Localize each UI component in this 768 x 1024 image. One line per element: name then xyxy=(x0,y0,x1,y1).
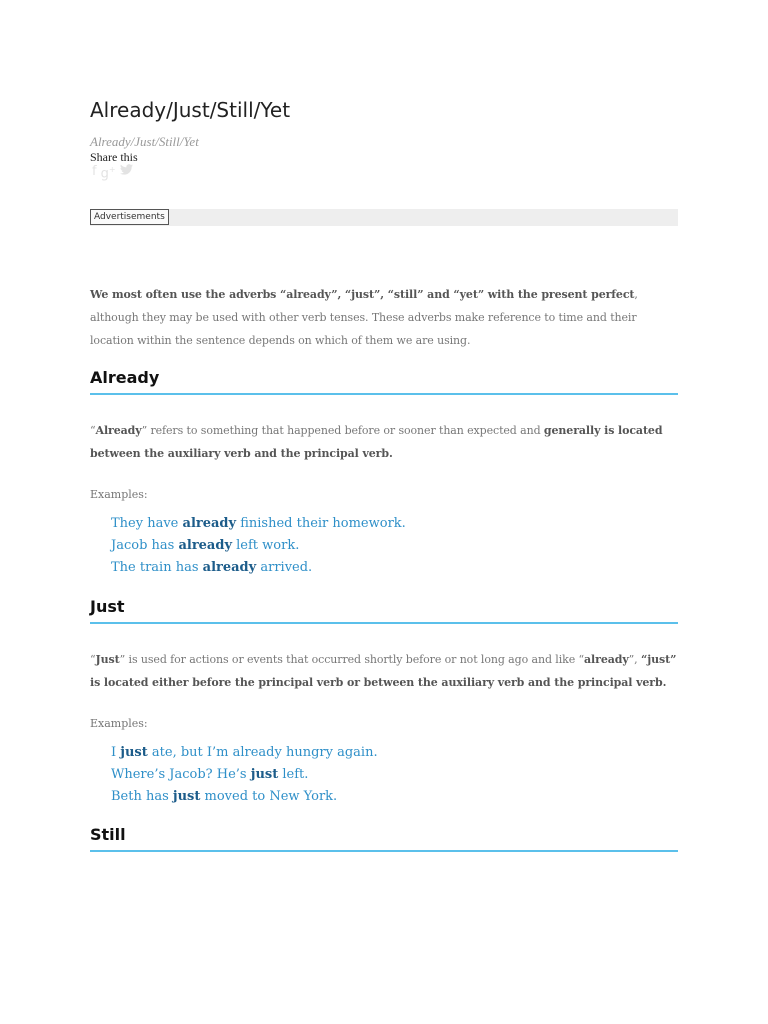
example-item xyxy=(111,535,406,557)
example-item xyxy=(111,557,406,579)
example-bold: just xyxy=(120,745,148,760)
examples-label: Examples: xyxy=(90,717,148,730)
example-pre: Where’s Jacob? He’s xyxy=(111,767,251,782)
example-item xyxy=(111,742,378,764)
keyword-already: already xyxy=(584,653,629,666)
example-bold: already xyxy=(178,538,233,553)
twitter-icon[interactable] xyxy=(120,164,133,180)
example-bold: already xyxy=(182,516,237,531)
description-bold: “just” is located either before the principal verb or between the auxiliary verb and the principal verb. xyxy=(90,653,677,689)
heading-just: Just xyxy=(90,597,125,616)
example-pre: I xyxy=(111,745,121,760)
facebook-icon[interactable]: f xyxy=(92,164,97,179)
keyword-just: Just xyxy=(95,653,120,666)
description-text: ”, xyxy=(628,653,641,666)
advertisements-label: Advertisements xyxy=(90,209,169,225)
just-examples xyxy=(111,742,378,808)
example-pre: Jacob has xyxy=(111,538,179,553)
example-item xyxy=(111,764,378,786)
example-post: finished their homework. xyxy=(236,516,406,531)
already-description xyxy=(90,419,678,465)
share-label: Share this xyxy=(90,150,138,164)
example-post: moved to New York. xyxy=(200,789,338,804)
description-text: ” is used for actions or events that occurred shortly before or not long ago and like “ xyxy=(119,653,585,666)
example-bold: just xyxy=(250,767,279,782)
page-title: Already/Just/Still/Yet xyxy=(90,98,291,122)
description-bold: generally is located between the auxiliary verb and the principal verb. xyxy=(90,424,663,460)
example-item xyxy=(111,786,378,808)
section-heading-already xyxy=(90,367,678,395)
keyword-already: Already xyxy=(95,424,142,437)
example-post: arrived. xyxy=(256,560,313,575)
page-subtitle: Already/Just/Still/Yet xyxy=(90,134,199,149)
section-heading-still xyxy=(90,824,678,852)
example-pre: Beth has xyxy=(111,789,173,804)
quote-open: “ xyxy=(90,653,96,666)
heading-still: Still xyxy=(90,825,126,844)
intro-paragraph xyxy=(90,283,678,352)
example-pre: The train has xyxy=(111,560,203,575)
example-bold: just xyxy=(172,789,201,804)
example-pre: They have xyxy=(111,516,183,531)
example-post: left. xyxy=(278,767,309,782)
google-plus-icon[interactable]: g+ xyxy=(100,164,116,182)
heading-already: Already xyxy=(90,368,160,387)
just-description xyxy=(90,648,678,694)
example-bold: already xyxy=(202,560,257,575)
example-item xyxy=(111,513,406,535)
intro-rest: , although they may be used with other verb tenses. These adverbs make reference to time and their location within the sentence depends on which of them we are using. xyxy=(90,288,638,347)
already-examples xyxy=(111,513,406,579)
section-heading-just xyxy=(90,596,678,624)
quote-open: “ xyxy=(90,424,96,437)
example-post: ate, but I’m already hungry again. xyxy=(147,745,378,760)
advertisement-bar xyxy=(90,209,678,226)
intro-bold: We most often use the adverbs “already”, “just”, “still” and “yet” with the present perfect xyxy=(90,288,635,301)
examples-label: Examples: xyxy=(90,488,148,501)
description-text: ” refers to something that happened before or sooner than expected and xyxy=(141,424,544,437)
share-icons xyxy=(92,164,133,180)
example-post: left work. xyxy=(232,538,300,553)
